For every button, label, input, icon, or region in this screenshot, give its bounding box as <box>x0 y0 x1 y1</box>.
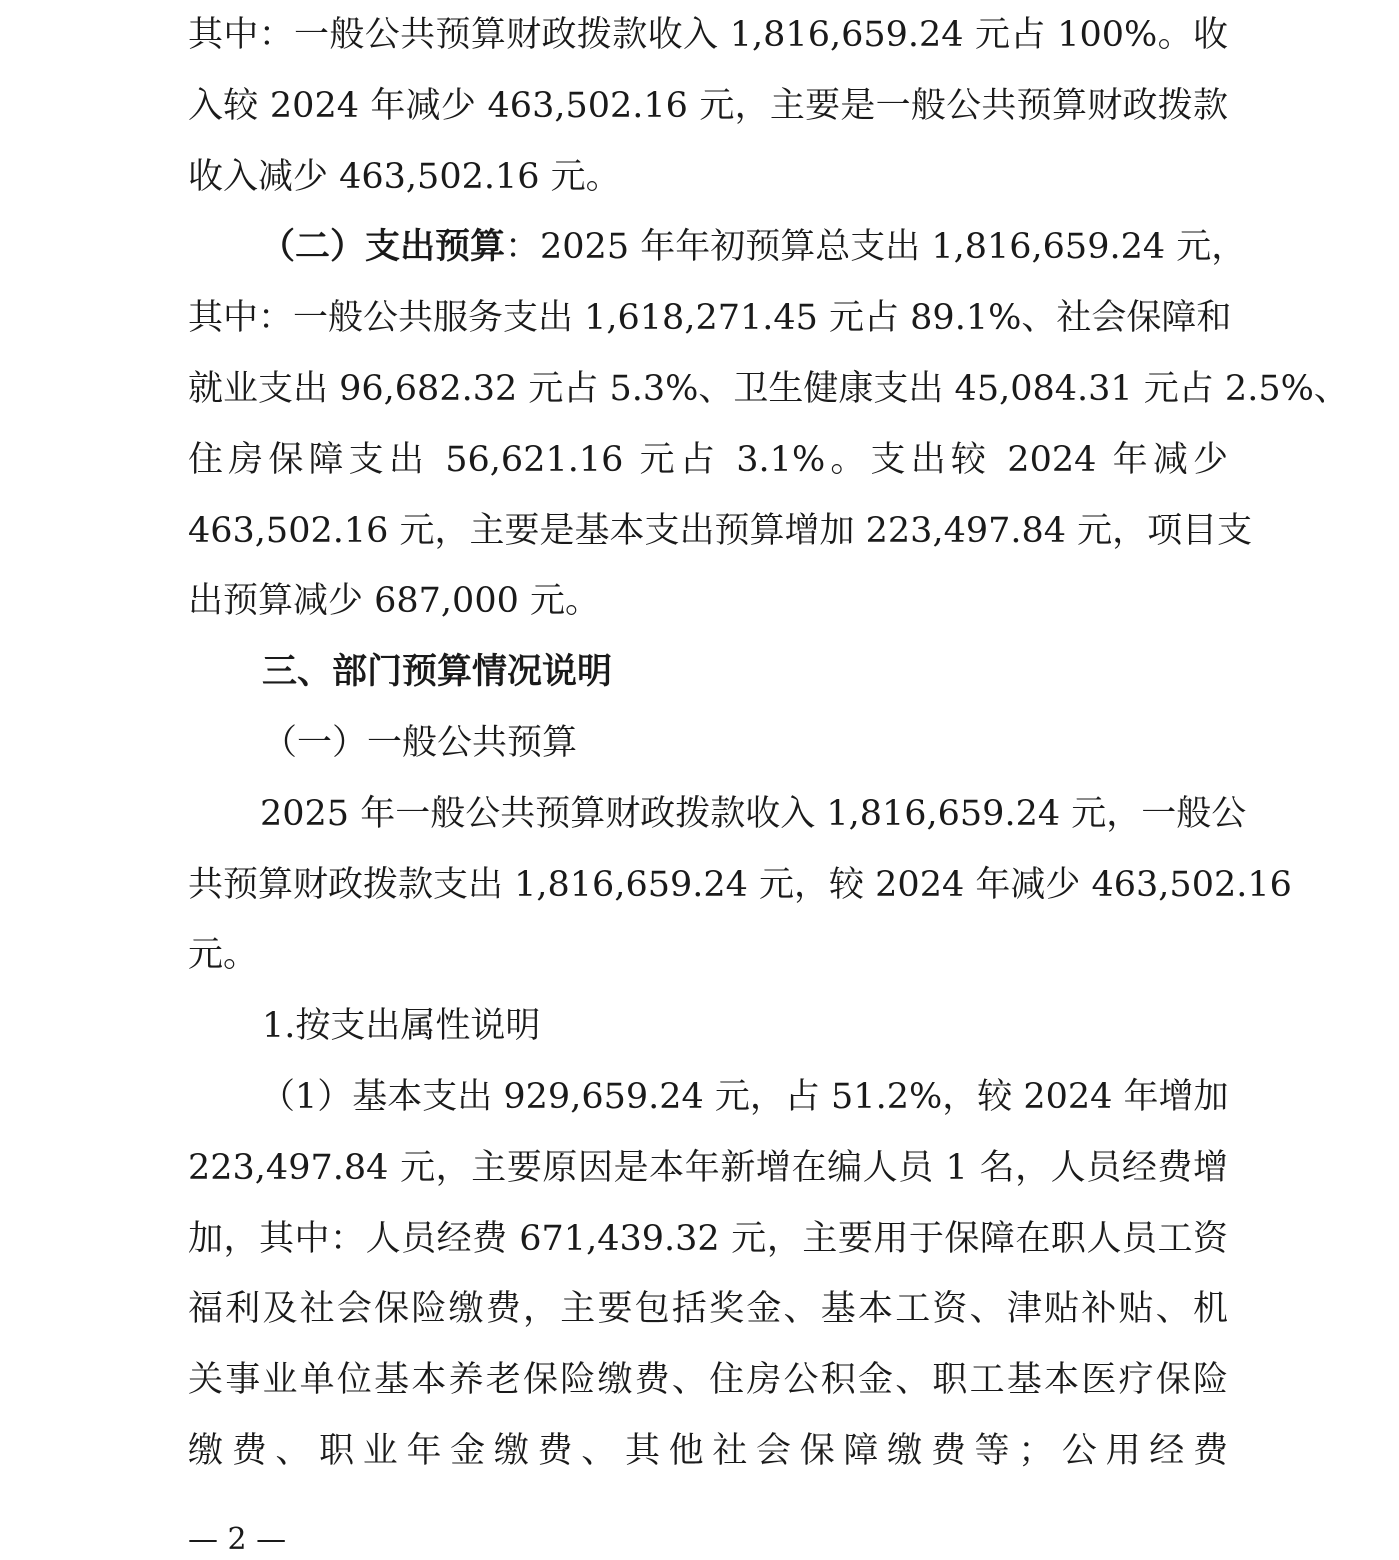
paragraph-3-line-2: 共预算财政拨款支出 1,816,659.24 元，较 2024 年减少 463,502.16 <box>188 864 1292 905</box>
paragraph-1-line-2: 入较 2024 年减少 463,502.16 元，主要是一般公共预算财政拨款 <box>188 85 1228 126</box>
page-number: — 2 — <box>188 1522 287 1557</box>
paragraph-2-line-1 <box>188 212 1247 283</box>
paragraph-4-line-6: 缴费、职业年金缴费、其他社会保障缴费等；公用经费 <box>188 1430 1228 1471</box>
paragraph-2-line-6: 出预算减少 687,000 元。 <box>188 581 600 622</box>
paragraph-2-line-5: 463,502.16 元，主要是基本支出预算增加 223,497.84 元，项目支 <box>188 510 1253 551</box>
paragraph-2-line-2: 其中：一般公共服务支出 1,618,271.45 元占 89.1%、社会保障和 <box>188 298 1232 339</box>
paragraph-2-line-3: 就业支出 96,682.32 元占 5.3%、卫生健康支出 45,084.31 元占 2.5%、 <box>188 368 1349 409</box>
paragraph-4-line-5: 关事业单位基本养老保险缴费、住房公积金、职工基本医疗保险 <box>188 1360 1228 1401</box>
paragraph-3-line-1: 2025 年一般公共预算财政拨款收入 1,816,659.24 元，一般公 <box>260 793 1247 834</box>
paragraph-4-line-2: 223,497.84 元，主要原因是本年新增在编人员 1 名，人员经费增 <box>188 1147 1228 1188</box>
paragraph-1-line-3: 收入减少 463,502.16 元。 <box>188 156 621 197</box>
paragraph-2-line-4: 住房保障支出 56,621.16 元占 3.1%。支出较 2024 年减少 <box>188 439 1228 480</box>
item-heading: 1.按支出属性说明 <box>262 1006 541 1047</box>
paragraph-3-line-3: 元。 <box>188 935 259 976</box>
document-page <box>188 0 1349 1487</box>
paragraph-4-line-1: （1）基本支出 929,659.24 元，占 51.2%，较 2024 年增加 <box>260 1076 1229 1117</box>
paragraph-4-line-4: 福利及社会保险缴费，主要包括奖金、基本工资、津贴补贴、机 <box>188 1289 1228 1330</box>
section-subheading: （一）一般公共预算 <box>262 722 578 763</box>
paragraph-4-line-3: 加，其中：人员经费 671,439.32 元，主要用于保障在职人员工资 <box>188 1218 1228 1259</box>
paragraph-1-line-1: 其中：一般公共预算财政拨款收入 1,816,659.24 元占 100%。收 <box>188 15 1228 55</box>
expenditure-budget-label: （二）支出预算 <box>260 227 506 268</box>
paragraph-2-line-1-text: ：2025 年年初预算总支出 1,816,659.24 元， <box>505 227 1247 268</box>
section-heading: 三、部门预算情况说明 <box>262 652 613 693</box>
